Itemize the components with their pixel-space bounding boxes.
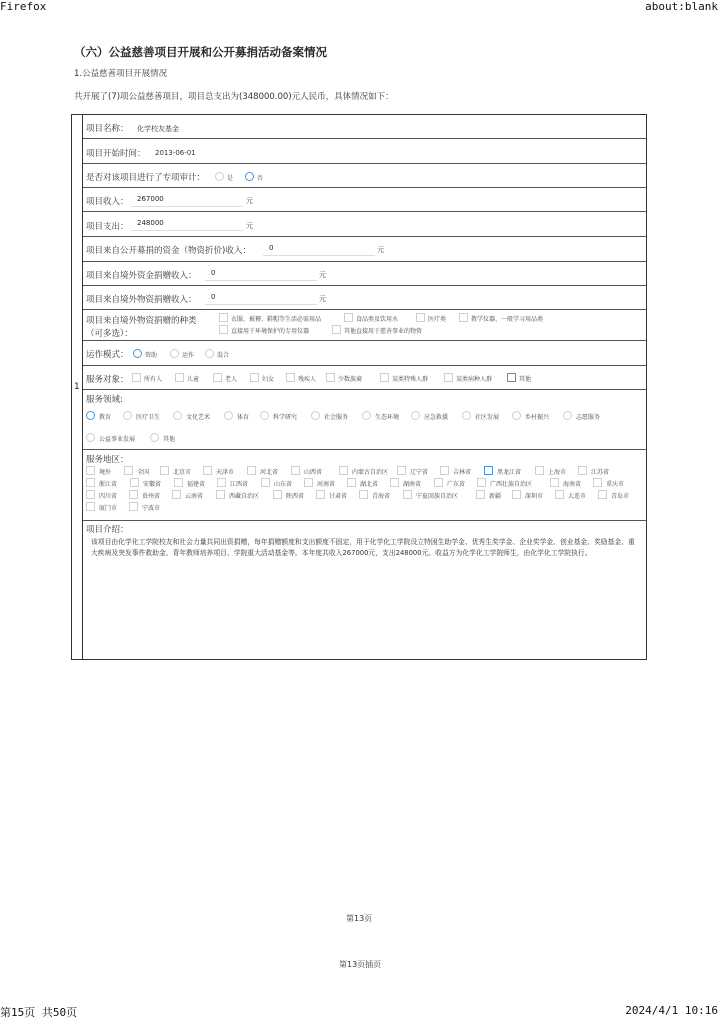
target-option: 残疾人 [298,376,317,383]
target-option: 其他 [519,376,532,383]
field-radio[interactable] [123,411,132,420]
region-option: 广东省 [447,481,466,488]
region-option: 上海市 [548,469,567,476]
goods-type-label-2: （可多选）： [86,329,133,339]
field-option: 志愿服务 [576,414,601,421]
region-checkbox[interactable] [129,502,138,511]
income-label: 项目收入： [86,197,129,207]
row-foreign-goods [83,286,647,310]
target-checkbox[interactable] [507,373,516,382]
region-option: 河南省 [317,481,336,488]
field-option: 应急救援 [424,414,449,421]
region-option: 境外 [99,469,112,476]
goods-type-option: 食品类及饮用水 [356,316,399,323]
row-audit [83,164,647,188]
region-option: 福建省 [187,481,206,488]
region-option: 贵州省 [142,493,161,500]
goods-type-option: 其他直接用于慈善事业的物资 [344,328,423,335]
region-option: 安徽省 [143,481,162,488]
public-income-input[interactable]: 0 [263,242,375,256]
region-checkbox[interactable] [86,466,95,475]
region-option: 海南省 [563,481,582,488]
start-date-value: 2013-06-01 [155,149,196,157]
region-checkbox[interactable] [347,478,356,487]
foreign-fund-input[interactable]: 0 [205,267,317,281]
mode-option: 运作 [182,352,195,359]
region-option: 内蒙古自治区 [352,469,389,476]
audit-no-radio[interactable] [245,172,254,181]
region-option: 广西壮族自治区 [490,481,533,488]
region-option: 青岛市 [611,493,630,500]
region-option: 吉林省 [453,469,472,476]
mode-radio[interactable] [170,349,179,358]
target-checkbox[interactable] [213,373,222,382]
goods-type-checkbox[interactable] [416,313,425,322]
field-radio[interactable] [462,411,471,420]
region-checkbox[interactable] [339,466,348,475]
target-option: 少数族裔 [338,376,363,383]
field-option: 社会服务 [324,414,349,421]
browser-title: Firefox [0,0,47,13]
project-name-label: 项目名称： [86,124,129,134]
goods-type-label: 项目来自境外物资捐赠的种类 [86,316,197,326]
intro-text: 共开展了(7)项公益慈善项目，项目总支出为(348000.00)元人民币，具体情况如下： [74,92,394,102]
field-radio[interactable] [362,411,371,420]
region-checkbox[interactable] [578,466,587,475]
income-input[interactable]: 267000 [131,193,243,207]
region-checkbox[interactable] [390,478,399,487]
foreign-goods-unit: 元 [319,295,326,303]
region-checkbox[interactable] [512,490,521,499]
region-option: 宁夏回族自治区 [416,493,459,500]
field-option: 生态环境 [375,414,400,421]
row-service-regions [83,450,647,521]
description-label: 项目介绍： [86,525,129,535]
region-checkbox[interactable] [440,466,449,475]
region-checkbox[interactable] [316,490,325,499]
field-option: 乡村振兴 [525,414,550,421]
mode-radio[interactable] [205,349,214,358]
region-checkbox[interactable] [172,490,181,499]
target-checkbox[interactable] [444,373,453,382]
target-checkbox[interactable] [250,373,259,382]
region-checkbox[interactable] [261,478,270,487]
audit-yes-label: 是 [227,175,234,182]
row-income [83,188,647,212]
row-public-income [83,237,647,262]
print-timestamp: 2024/4/1 10:16 [625,1004,718,1017]
target-option: 所有人 [144,376,163,383]
region-option: 重庆市 [606,481,625,488]
field-radio[interactable] [411,411,420,420]
row-expense [83,212,647,237]
region-option: 江苏省 [591,469,610,476]
region-checkbox[interactable] [550,478,559,487]
region-option: 山西省 [304,469,323,476]
region-checkbox[interactable] [403,490,412,499]
region-option: 湖南省 [403,481,422,488]
row-index-cell [71,114,83,660]
region-option: 浙江省 [99,481,118,488]
goods-type-option: 教学仪器、一般学习用品类 [471,316,544,323]
field-radio[interactable] [224,411,233,420]
target-option: 某类特殊人群 [392,376,429,383]
target-option: 老人 [225,376,238,383]
row-index: 1 [74,382,80,392]
row-foreign-fund [83,262,647,286]
region-checkbox[interactable] [304,478,313,487]
foreign-fund-unit: 元 [319,271,326,279]
audit-yes-radio[interactable] [215,172,224,181]
page-number: 第13页 [346,914,373,923]
row-service-targets [83,366,647,390]
field-option: 文化艺术 [186,414,211,421]
income-unit: 元 [246,197,253,205]
field-option: 体育 [237,414,250,421]
expense-unit: 元 [246,222,253,230]
region-checkbox[interactable] [217,478,226,487]
region-option: 四川省 [99,493,118,500]
region-checkbox[interactable] [484,466,493,475]
region-option: 河北省 [260,469,279,476]
audit-label: 是否对该项目进行了专项审计： [86,173,206,183]
region-checkbox[interactable] [555,490,564,499]
goods-type-checkbox[interactable] [344,313,353,322]
browser-url: about:blank [645,0,718,13]
field-radio[interactable] [86,411,95,420]
field-radio[interactable] [150,433,159,442]
row-project-name [83,114,647,139]
target-checkbox[interactable] [175,373,184,382]
row-goods-types [83,310,647,341]
expense-label: 项目支出： [86,222,129,232]
mode-option: 资助 [145,352,158,359]
field-option: 科学研究 [273,414,298,421]
section-title: （六）公益慈善项目开展和公开募捐活动备案情况 [74,45,327,59]
goods-type-checkbox[interactable] [219,313,228,322]
foreign-fund-label: 项目来自境外资金捐赠收入： [86,271,197,281]
mode-radio[interactable] [133,349,142,358]
field-radio[interactable] [173,411,182,420]
region-option: 天津市 [216,469,235,476]
field-option: 其他 [163,436,176,443]
target-label: 服务对象： [86,375,129,385]
region-option: 山东省 [274,481,293,488]
target-option: 某类病种人群 [456,376,493,383]
field-option: 公益事业发展 [99,436,136,443]
field-radio[interactable] [512,411,521,420]
target-option: 妇女 [262,376,275,383]
description-text: 该项目由化学化工学院校友和社会力量共同出资捐赠，每年捐赠额度和支出额度不固定，用于化学化工学院设立特困生助学金、优秀生奖学金、企业奖学金、创业基金、奖励基金、重大疾病及突发事件救助金、青年教师培养项目、学院重大活动基金等。本年度共收入267000元，支出248000元。收益方为化学化工学院师生，由化学化工学院执行。 [91,538,635,557]
expense-input[interactable]: 248000 [131,217,243,231]
field-radio[interactable] [563,411,572,420]
goods-type-option: 医疗类 [428,316,447,323]
public-income-unit: 元 [377,246,384,254]
region-checkbox[interactable] [130,478,139,487]
goods-type-checkbox[interactable] [219,325,228,334]
attachment-page: 第13页插页 [339,960,382,969]
region-label: 服务地区： [86,455,129,465]
region-checkbox[interactable] [434,478,443,487]
field-option: 教育 [99,414,112,421]
region-checkbox[interactable] [476,490,485,499]
region-option: 北京市 [173,469,192,476]
project-name-value: 化学校友基金 [137,125,179,133]
region-checkbox[interactable] [86,490,95,499]
region-checkbox[interactable] [291,466,300,475]
goods-type-option: 直接用于环境保护的专用仪器 [231,328,310,335]
region-option: 大连市 [568,493,587,500]
region-checkbox[interactable] [160,466,169,475]
region-option: 新疆 [489,493,502,500]
target-checkbox[interactable] [326,373,335,382]
foreign-goods-label: 项目来自境外物资捐赠收入： [86,295,197,305]
region-checkbox[interactable] [247,466,256,475]
audit-no-label: 否 [257,175,264,182]
region-checkbox[interactable] [216,490,225,499]
row-description [83,521,647,660]
region-option: 江西省 [230,481,249,488]
public-income-label: 项目来自公开募捐的资金（物资折价)收入： [86,246,251,256]
goods-type-checkbox[interactable] [459,313,468,322]
row-service-fields [83,390,647,450]
target-checkbox[interactable] [132,373,141,382]
region-checkbox[interactable] [397,466,406,475]
field-radio[interactable] [86,433,95,442]
region-checkbox[interactable] [124,466,133,475]
region-checkbox[interactable] [273,490,282,499]
goods-type-checkbox[interactable] [332,325,341,334]
region-option: 辽宁省 [410,469,429,476]
region-checkbox[interactable] [86,478,95,487]
region-option: 全国 [137,469,150,476]
region-checkbox[interactable] [535,466,544,475]
subsection-title: 1.公益慈善项目开展情况 [74,69,168,79]
target-checkbox[interactable] [286,373,295,382]
region-checkbox[interactable] [593,478,602,487]
region-option: 宁波市 [142,505,161,512]
field-radio[interactable] [311,411,320,420]
region-option: 湖北省 [360,481,379,488]
region-option: 甘肃省 [329,493,348,500]
target-checkbox[interactable] [380,373,389,382]
field-label: 服务领域: [86,395,123,405]
start-date-label: 项目开始时间： [86,149,146,159]
region-option: 青海省 [372,493,391,500]
region-checkbox[interactable] [203,466,212,475]
region-option: 云南省 [185,493,204,500]
region-checkbox[interactable] [174,478,183,487]
region-checkbox[interactable] [359,490,368,499]
row-operation-mode [83,341,647,366]
foreign-goods-input[interactable]: 0 [205,291,317,305]
field-option: 医疗卫生 [136,414,161,421]
print-page-count: 第15页 共50页 [0,1006,78,1019]
region-checkbox[interactable] [129,490,138,499]
mode-label: 运作模式： [86,350,129,360]
region-option: 黑龙江省 [497,469,522,476]
region-option: 深圳市 [525,493,544,500]
region-checkbox[interactable] [477,478,486,487]
region-option: 厦门市 [99,505,118,512]
target-option: 儿童 [187,376,200,383]
region-checkbox[interactable] [598,490,607,499]
region-option: 陕西省 [286,493,305,500]
goods-type-option: 衣服、被褥、鞋帽等生活必需用品 [231,316,322,323]
mode-option: 混合 [217,352,230,359]
region-checkbox[interactable] [86,502,95,511]
field-option: 社区发展 [475,414,500,421]
field-radio[interactable] [260,411,269,420]
region-option: 西藏自治区 [229,493,260,500]
row-start-date [83,139,647,164]
